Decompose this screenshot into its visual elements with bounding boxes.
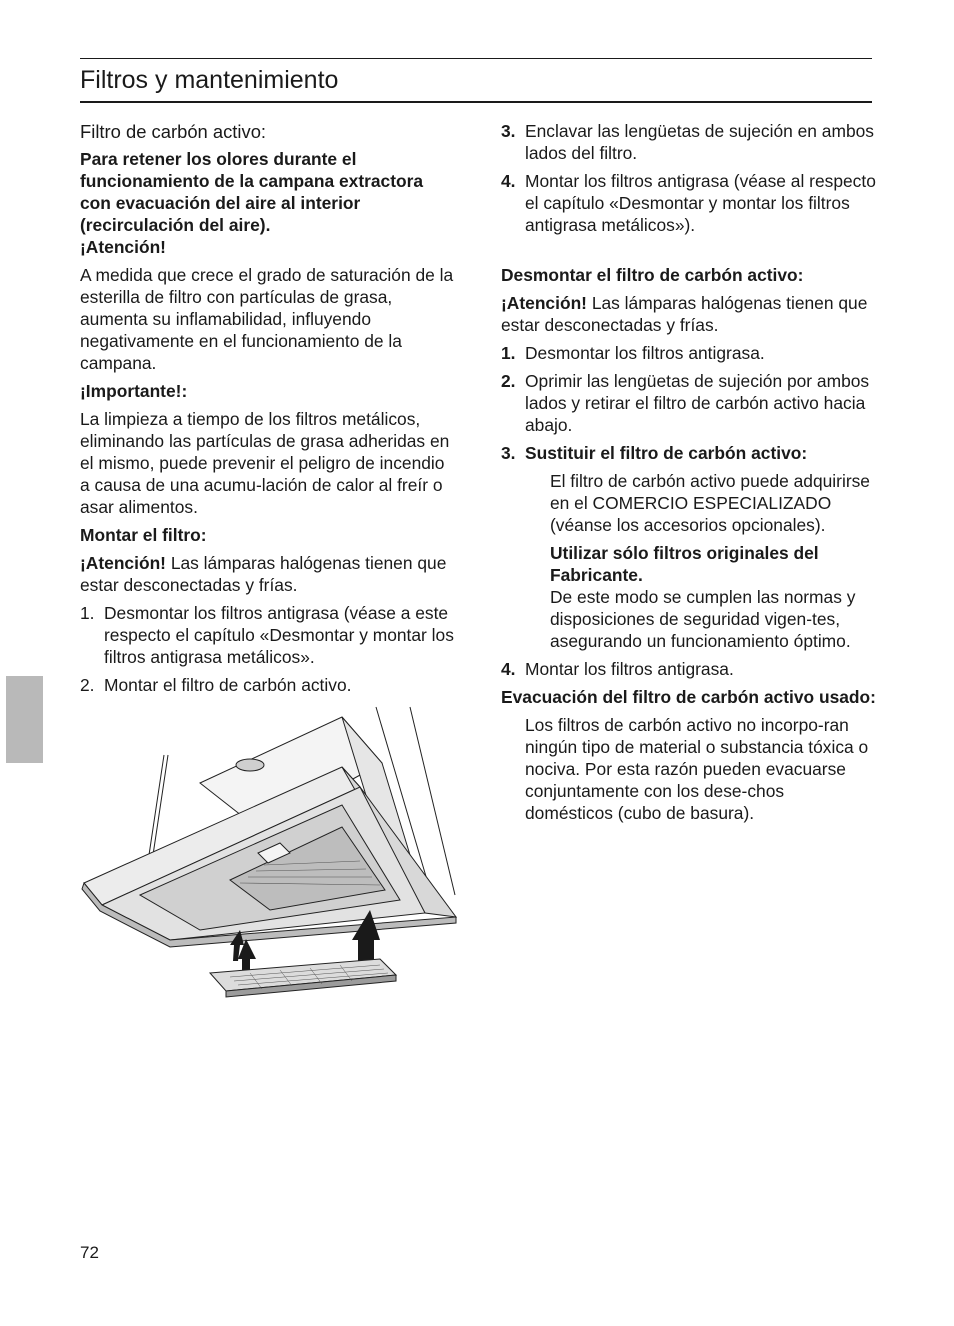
step-number: 3. (501, 443, 516, 463)
mount-step-3 (501, 120, 876, 164)
step-number: 4. (501, 659, 516, 679)
header-rule-top (80, 58, 872, 59)
important-text: La limpieza a tiempo de los filtros metálicos, eliminando las partículas de grasa adheridas en el mismo, puede prevenir el peligro de incendio a causa de una acumu-lación de calor al freír o asar alimentos. (80, 409, 450, 517)
replace-note: El filtro de carbón activo puede adquirirse en el COMERCIO ESPECIALIZADO (véanse los accesorios opcionales). (550, 471, 870, 535)
disposal-heading: Evacuación del filtro de carbón activo usado: (501, 687, 876, 707)
mount-attention-label: ¡Atención! (80, 553, 166, 573)
intro-text: Para retener los olores durante el funcionamiento de la campana extractora con evacuación del aire al interior (recirculación del aire). (80, 149, 424, 235)
important-label: ¡Importante!: (80, 381, 188, 401)
step-text: Sustituir el filtro de carbón activo: (525, 443, 808, 463)
attention-text: A medida que crece el grado de saturación de la esterilla de filtro con partículas de grasa, aumenta su inflamabilidad, influyendo negativamente en el funcionamiento de la campana. (80, 265, 454, 373)
mount-attention (80, 552, 455, 596)
page-number: 72 (80, 1243, 99, 1262)
hood-filter-illustration (80, 705, 460, 1000)
mount-step-1 (80, 602, 455, 668)
mount-attention-text: Las lámparas halógenas tienen que estar desconectadas y frías. (80, 553, 447, 595)
remove-attention-label: ¡Atención! (501, 293, 587, 313)
remove-attention (501, 292, 876, 336)
original-filters-warning: Utilizar sólo filtros originales del Fabricante. (550, 543, 819, 585)
page-title: Filtros y mantenimiento (80, 66, 339, 94)
step-text: Montar los filtros antigrasa (véase al respecto el capítulo «Desmontar y montar los filtros antigrasa metálicos»). (525, 171, 876, 235)
step-number: 4. (501, 171, 516, 191)
mount-step-2 (80, 674, 455, 696)
right-column (501, 120, 876, 830)
step-number: 1. (80, 603, 95, 623)
remove-attention-text: Las lámparas halógenas tienen que estar desconectadas y frías. (501, 293, 868, 335)
step-number: 1. (501, 343, 516, 363)
remove-step-4 (501, 658, 876, 680)
header-rule-bottom (80, 101, 872, 103)
remove-step-2 (501, 370, 876, 436)
disposal-text: Los filtros de carbón activo no incorpo-ran ningún tipo de material o substancia tóxica o nociva. Por esta razón pueden evacuarse conjuntamente con los dese-chos domésticos (cubo de basura). (525, 715, 869, 823)
step-text: Montar los filtros antigrasa. (525, 659, 734, 679)
mount-heading: Montar el filtro: (80, 525, 207, 545)
step-number: 2. (80, 675, 95, 695)
step-text: Enclavar las lengüetas de sujeción en ambos lados del filtro. (525, 121, 874, 163)
step-text: Oprimir las lengüetas de sujeción por ambos lados y retirar el filtro de carbón activo hacia abajo. (525, 371, 870, 435)
remove-step-3 (501, 442, 876, 464)
remove-heading: Desmontar el filtro de carbón activo: (501, 265, 804, 285)
section-heading-carbon-filter: Filtro de carbón activo: (80, 121, 267, 142)
step-text: Desmontar los filtros antigrasa (véase a este respecto el capítulo «Desmontar y montar los filtros antigrasa metálicos». (104, 603, 454, 667)
attention-label: ¡Atención! (80, 237, 166, 257)
left-column (80, 120, 455, 702)
step-number: 2. (501, 371, 516, 391)
step-text: Desmontar los filtros antigrasa. (525, 343, 765, 363)
section-tab-marker (6, 676, 43, 763)
original-filters-text: De este modo se cumplen las normas y disposiciones de seguridad vigen-tes, asegurando un funcionamiento óptimo. (550, 587, 856, 651)
step-number: 3. (501, 121, 516, 141)
step-text: Montar el filtro de carbón activo. (104, 675, 352, 695)
remove-step-1 (501, 342, 876, 364)
mount-step-4 (501, 170, 876, 236)
